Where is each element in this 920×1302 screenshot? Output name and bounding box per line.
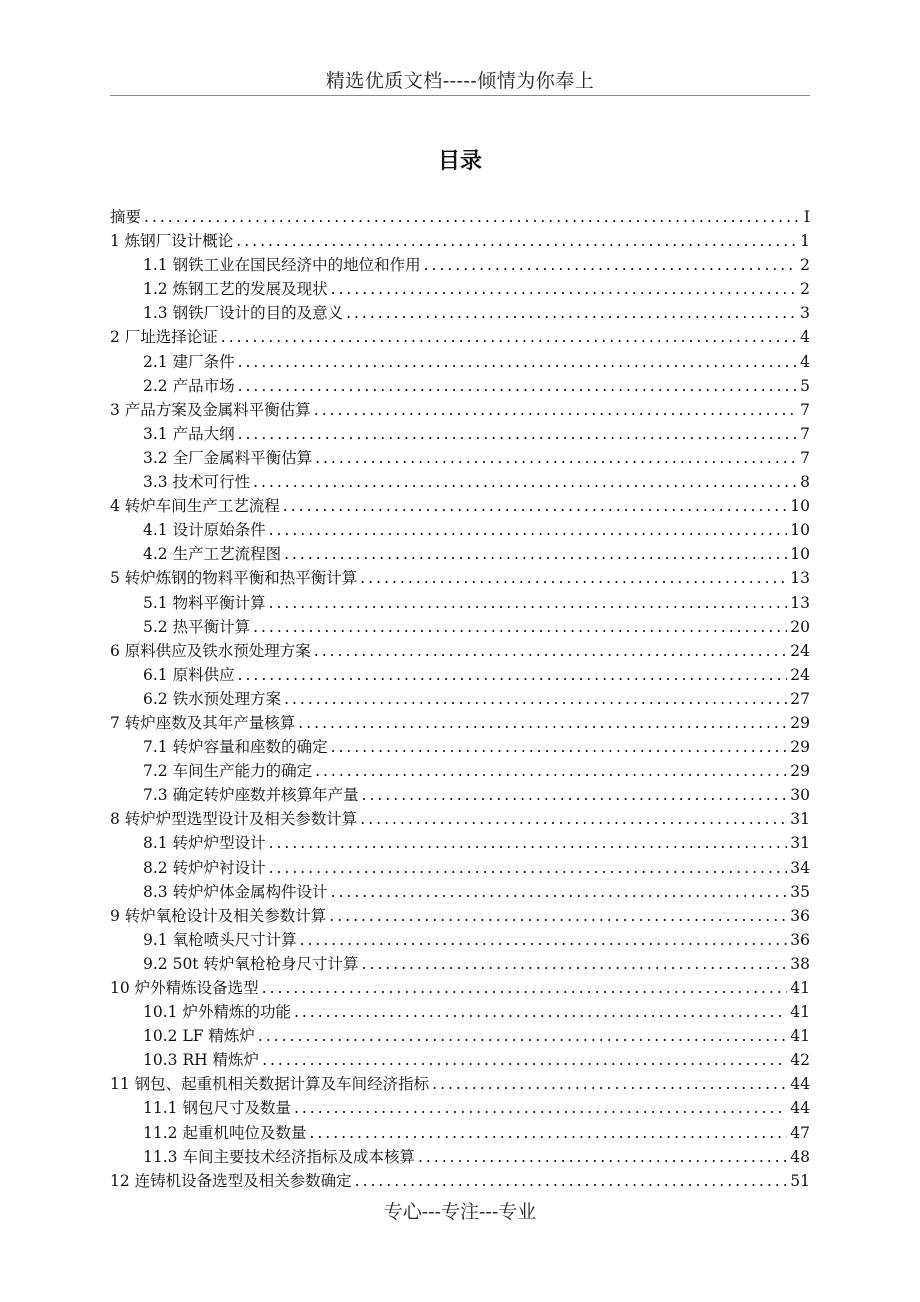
toc-dot-leader	[238, 377, 798, 395]
toc-subsection-entry[interactable]	[110, 374, 810, 398]
toc-subsection-entry[interactable]	[110, 831, 810, 855]
toc-subsection-entry[interactable]	[110, 470, 810, 494]
toc-dot-leader	[238, 353, 798, 371]
toc-page-number: 36	[790, 906, 810, 925]
toc-dot-leader	[331, 738, 788, 756]
toc-subsection-entry[interactable]	[110, 542, 810, 566]
toc-dot-leader	[238, 425, 798, 443]
toc-dot-leader	[418, 1148, 787, 1166]
toc-section-entry[interactable]	[110, 566, 810, 590]
toc-section-entry[interactable]	[110, 639, 810, 663]
toc-dot-leader	[346, 304, 797, 322]
toc-dot-leader	[269, 594, 788, 612]
toc-entry-label: 1.3 钢铁厂设计的目的及意义	[143, 304, 344, 323]
toc-section-entry[interactable]	[110, 976, 810, 1000]
toc-subsection-entry[interactable]	[110, 880, 810, 904]
toc-dot-leader	[269, 521, 788, 539]
toc-page-number: 31	[790, 810, 810, 829]
toc-entry-label: 7.3 确定转炉座数并核算年产量	[143, 786, 359, 805]
toc-section-entry[interactable]	[110, 904, 810, 928]
toc-subsection-entry[interactable]	[110, 1145, 810, 1169]
toc-title: 目录	[437, 149, 482, 174]
toc-dot-leader	[355, 1172, 788, 1190]
toc-subsection-entry[interactable]	[110, 518, 810, 542]
toc-subsection-entry[interactable]	[110, 759, 810, 783]
toc-entry-label: 10 炉外精炼设备选型	[110, 979, 259, 997]
toc-page-number: 35	[790, 882, 810, 901]
toc-entry-label: 7 转炉座数及其年产量核算	[110, 713, 296, 732]
toc-page-number: 44	[790, 1075, 810, 1094]
toc-entry-label: 10.1 炉外精炼的功能	[143, 1003, 291, 1022]
toc-dot-leader	[284, 545, 787, 563]
toc-entry-label: 9.2 50t 转炉氧枪枪身尺寸计算	[143, 954, 359, 973]
toc-entry-label: 3.1 产品大纲	[143, 424, 235, 443]
toc-subsection-entry[interactable]	[110, 1048, 810, 1072]
toc-dot-leader	[360, 569, 787, 587]
toc-entry-label: 1 炼钢厂设计概论	[110, 232, 234, 251]
toc-page-number: 7	[800, 424, 810, 443]
toc-page-number: 42	[790, 1051, 810, 1070]
toc-entry-label: 摘要	[110, 208, 142, 226]
toc-entry-label: 1.2 炼钢工艺的发展及现状	[143, 280, 328, 299]
toc-page-number: 4	[800, 328, 810, 347]
toc-dot-leader	[284, 690, 787, 708]
toc-dot-leader	[362, 786, 788, 804]
toc-dot-leader	[309, 1124, 787, 1142]
toc-entry-label: 3.2 全厂金属料平衡估算	[143, 448, 313, 467]
toc-entry-label: 3.3 技术可行性	[143, 473, 251, 492]
toc-page-number: 24	[790, 665, 810, 684]
toc-entry-label: 11.1 钢包尺寸及数量	[143, 1099, 291, 1118]
toc-page-number: 24	[790, 641, 810, 660]
toc-dot-leader	[253, 618, 787, 636]
toc-entry-label: 3 产品方案及金属料平衡估算	[110, 400, 311, 419]
toc-subsection-entry[interactable]	[110, 350, 810, 374]
toc-entry-label: 8 转炉炉型选型设计及相关参数计算	[110, 810, 358, 829]
toc-entry-label: 11 钢包、起重机相关数据计算及车间经济指标	[110, 1075, 430, 1094]
toc-section-entry[interactable]	[110, 229, 810, 253]
toc-page-number: 13	[790, 569, 810, 588]
toc-page-number: 36	[790, 930, 810, 949]
toc-entry-label: 1.1 钢铁工业在国民经济中的地位和作用	[143, 256, 421, 275]
toc-dot-leader	[262, 1051, 787, 1069]
toc-subsection-entry[interactable]	[110, 1000, 810, 1024]
toc-page-number: 5	[800, 376, 810, 395]
toc-section-entry[interactable]	[110, 325, 810, 349]
toc-page-number: 41	[790, 1003, 810, 1022]
toc-page-number: 41	[790, 1027, 810, 1046]
toc-entry-label: 7.2 车间生产能力的确定	[143, 762, 313, 781]
toc-page-number: 30	[790, 786, 810, 805]
toc-subsection-entry[interactable]	[110, 1096, 810, 1120]
toc-section-entry[interactable]	[110, 807, 810, 831]
toc-dot-leader	[331, 280, 798, 298]
toc-page-number: 2	[800, 256, 810, 275]
toc-subsection-entry[interactable]	[110, 783, 810, 807]
toc-dot-leader	[283, 497, 787, 515]
table-of-contents	[110, 205, 810, 1193]
toc-page-number: 29	[790, 713, 810, 732]
toc-section-entry[interactable]	[110, 494, 810, 518]
toc-dot-leader	[221, 328, 797, 346]
toc-subsection-entry[interactable]	[110, 687, 810, 711]
toc-dot-leader	[300, 931, 788, 949]
toc-dot-leader	[331, 883, 788, 901]
toc-entry-label: 11.3 车间主要技术经济指标及成本核算	[143, 1147, 415, 1166]
toc-entry-label: 8.3 转炉炉体金属构件设计	[143, 882, 328, 901]
toc-subsection-entry[interactable]	[110, 952, 810, 976]
toc-entry-label: 5.1 物料平衡计算	[143, 593, 266, 612]
toc-page-number: 29	[790, 738, 810, 757]
toc-page-number: 34	[790, 858, 810, 877]
toc-entry-label: 4.1 设计原始条件	[143, 521, 266, 540]
toc-entry-label: 7.1 转炉容量和座数的确定	[143, 738, 328, 757]
toc-page-number: 7	[800, 448, 810, 467]
toc-page-number: 7	[800, 400, 810, 419]
toc-page-number: 8	[800, 473, 810, 492]
toc-entry-label: 4 转炉车间生产工艺流程	[110, 497, 280, 516]
toc-page-number: 47	[790, 1123, 810, 1142]
toc-page-number: 4	[800, 352, 810, 371]
toc-entry-label: 10.2 LF 精炼炉	[143, 1027, 255, 1046]
toc-entry-label: 2.2 产品市场	[143, 376, 235, 395]
toc-entry-label: 9.1 氧枪喷头尺寸计算	[143, 930, 297, 949]
toc-dot-leader	[424, 256, 798, 274]
toc-section-entry[interactable]	[110, 711, 810, 735]
page-footer: 专心---专注---专业	[383, 1201, 537, 1223]
toc-entry-label: 12 连铸机设备选型及相关参数确定	[110, 1171, 352, 1190]
toc-subsection-entry[interactable]	[110, 928, 810, 952]
toc-entry-label: 2 厂址选择论证	[110, 328, 218, 347]
toc-subsection-entry[interactable]	[110, 253, 810, 277]
toc-subsection-entry[interactable]	[110, 446, 810, 470]
toc-page-number: 10	[790, 497, 810, 516]
toc-section-entry[interactable]	[110, 1169, 810, 1193]
toc-page-number: 10	[790, 521, 810, 540]
toc-dot-leader	[262, 979, 788, 997]
toc-entry-label: 9 转炉氧枪设计及相关参数计算	[110, 906, 327, 925]
toc-subsection-entry[interactable]	[110, 277, 810, 301]
toc-page-number: 29	[790, 762, 810, 781]
toc-page-number: 27	[790, 689, 810, 708]
toc-subsection-entry[interactable]	[110, 615, 810, 639]
toc-page-number: 41	[790, 979, 810, 997]
toc-section-entry[interactable]	[110, 1072, 810, 1096]
toc-entry-label: 4.2 生产工艺流程图	[143, 545, 282, 564]
toc-subsection-entry[interactable]	[110, 301, 810, 325]
toc-entry-label: 5 转炉炼钢的物料平衡和热平衡计算	[110, 569, 358, 588]
toc-dot-leader	[253, 473, 797, 491]
toc-entry-label: 6.1 原料供应	[143, 665, 235, 684]
toc-subsection-entry[interactable]	[110, 591, 810, 615]
header-divider	[110, 95, 810, 96]
toc-page-number: 13	[790, 593, 810, 612]
toc-page-number: 31	[790, 834, 810, 853]
toc-entry-label: 11.2 起重机吨位及数量	[143, 1123, 307, 1142]
toc-dot-leader	[294, 1003, 787, 1021]
toc-page-number: 38	[790, 954, 810, 973]
toc-entry-label: 8.1 转炉炉型设计	[143, 834, 266, 853]
toc-dot-leader	[314, 401, 797, 419]
toc-page-number: 10	[790, 545, 810, 564]
toc-entry-label: 6.2 铁水预处理方案	[143, 689, 282, 708]
toc-dot-leader	[315, 762, 787, 780]
toc-entry-label: 2.1 建厂条件	[143, 352, 235, 371]
toc-page-number: I	[803, 208, 810, 226]
toc-dot-leader	[144, 208, 801, 226]
toc-entry-label: 10.3 RH 精炼炉	[143, 1051, 260, 1070]
toc-subsection-entry[interactable]	[110, 663, 810, 687]
toc-dot-leader	[298, 714, 787, 732]
toc-subsection-entry[interactable]	[110, 856, 810, 880]
toc-page-number: 3	[800, 304, 810, 323]
toc-dot-leader	[269, 834, 788, 852]
toc-dot-leader	[258, 1027, 787, 1045]
toc-page-number: 51	[790, 1171, 810, 1190]
toc-dot-leader	[432, 1075, 787, 1093]
toc-dot-leader	[294, 1099, 787, 1117]
page-header: 精选优质文档-----倾情为你奉上	[325, 70, 595, 92]
toc-dot-leader	[269, 859, 788, 877]
toc-subsection-entry[interactable]	[110, 1024, 810, 1048]
toc-entry-label: 8.2 转炉炉衬设计	[143, 858, 266, 877]
toc-entry-label: 5.2 热平衡计算	[143, 617, 251, 636]
toc-page-number: 1	[800, 232, 810, 251]
toc-dot-leader	[361, 955, 787, 973]
toc-dot-leader	[360, 810, 787, 828]
toc-dot-leader	[236, 232, 797, 250]
toc-page-number: 44	[790, 1099, 810, 1118]
toc-page-number: 20	[790, 617, 810, 636]
toc-dot-leader	[329, 907, 787, 925]
toc-subsection-entry[interactable]	[110, 422, 810, 446]
toc-subsection-entry[interactable]	[110, 735, 810, 759]
toc-subsection-entry[interactable]	[110, 1121, 810, 1145]
toc-section-entry[interactable]	[110, 205, 810, 229]
toc-dot-leader	[238, 666, 788, 684]
toc-page-number: 48	[790, 1147, 810, 1166]
toc-section-entry[interactable]	[110, 398, 810, 422]
toc-dot-leader	[314, 642, 787, 660]
toc-entry-label: 6 原料供应及铁水预处理方案	[110, 641, 311, 660]
toc-dot-leader	[315, 449, 797, 467]
toc-page-number: 2	[800, 280, 810, 299]
